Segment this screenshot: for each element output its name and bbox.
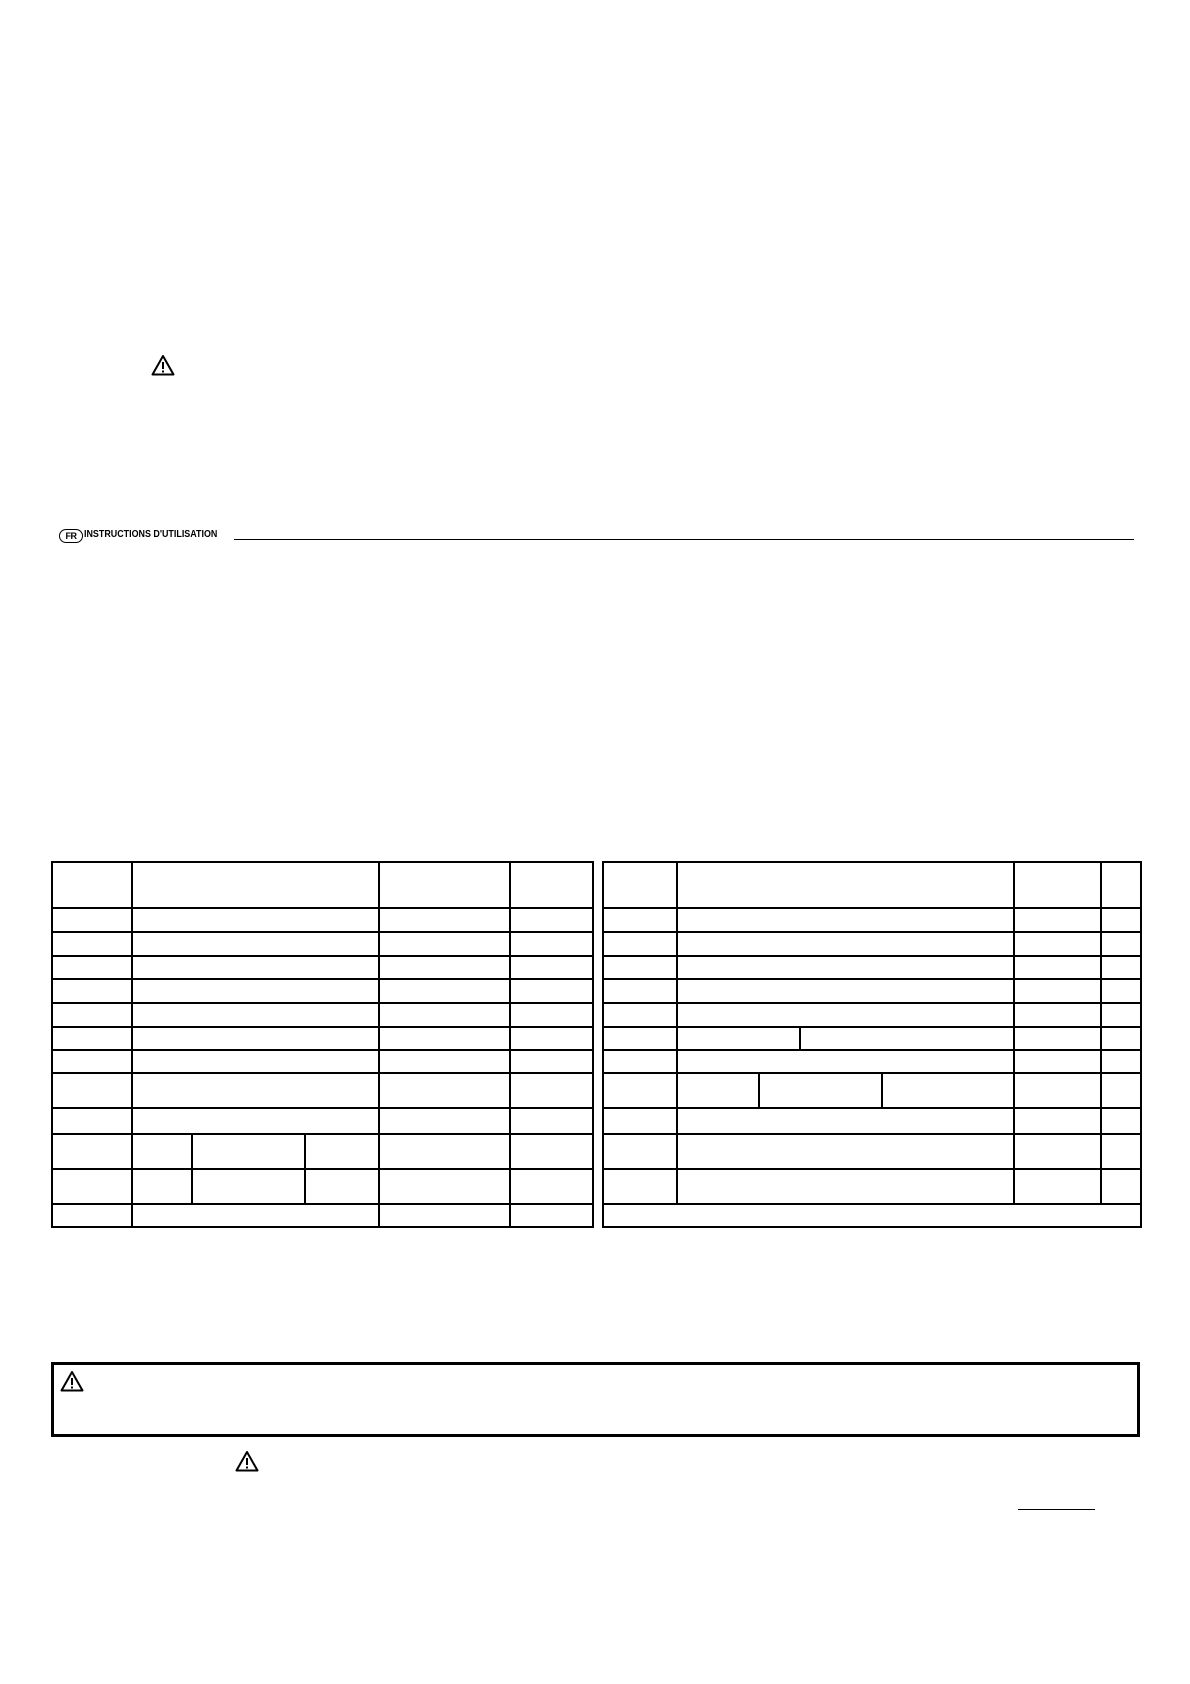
warning-triangle-icon [151, 354, 175, 376]
table-row [603, 908, 1141, 932]
warning-box [51, 1362, 1140, 1437]
table-row [52, 1003, 593, 1027]
table-row [52, 956, 593, 979]
table-row [603, 1027, 1141, 1050]
table-row [52, 1050, 593, 1073]
section-title: INSTRUCTIONS D'UTILISATION [84, 528, 218, 540]
table-row [52, 1204, 593, 1227]
table-row [52, 908, 593, 932]
left-table [51, 861, 594, 1228]
language-badge: FR [59, 529, 83, 543]
table-row [603, 1050, 1141, 1073]
header-divider [234, 539, 1134, 540]
warning-triangle-icon [60, 1370, 84, 1392]
table-row [603, 1073, 1141, 1108]
table-row [52, 1108, 593, 1134]
right-table [602, 861, 1142, 1228]
table-row [603, 1204, 1141, 1227]
table-row [603, 956, 1141, 979]
table-row [52, 1134, 593, 1169]
table-row [52, 1073, 593, 1108]
table-row [52, 979, 593, 1003]
table-row [603, 932, 1141, 956]
table-row [52, 862, 593, 908]
table-row [603, 1108, 1141, 1134]
table-row [603, 862, 1141, 908]
warning-triangle-icon [235, 1450, 259, 1472]
table-row [603, 979, 1141, 1003]
table-row [52, 1169, 593, 1204]
table-row [603, 1134, 1141, 1169]
table-row [52, 1027, 593, 1050]
table-row [52, 932, 593, 956]
table-row [603, 1169, 1141, 1204]
signature-line [1018, 1509, 1095, 1510]
table-row [603, 1003, 1141, 1027]
